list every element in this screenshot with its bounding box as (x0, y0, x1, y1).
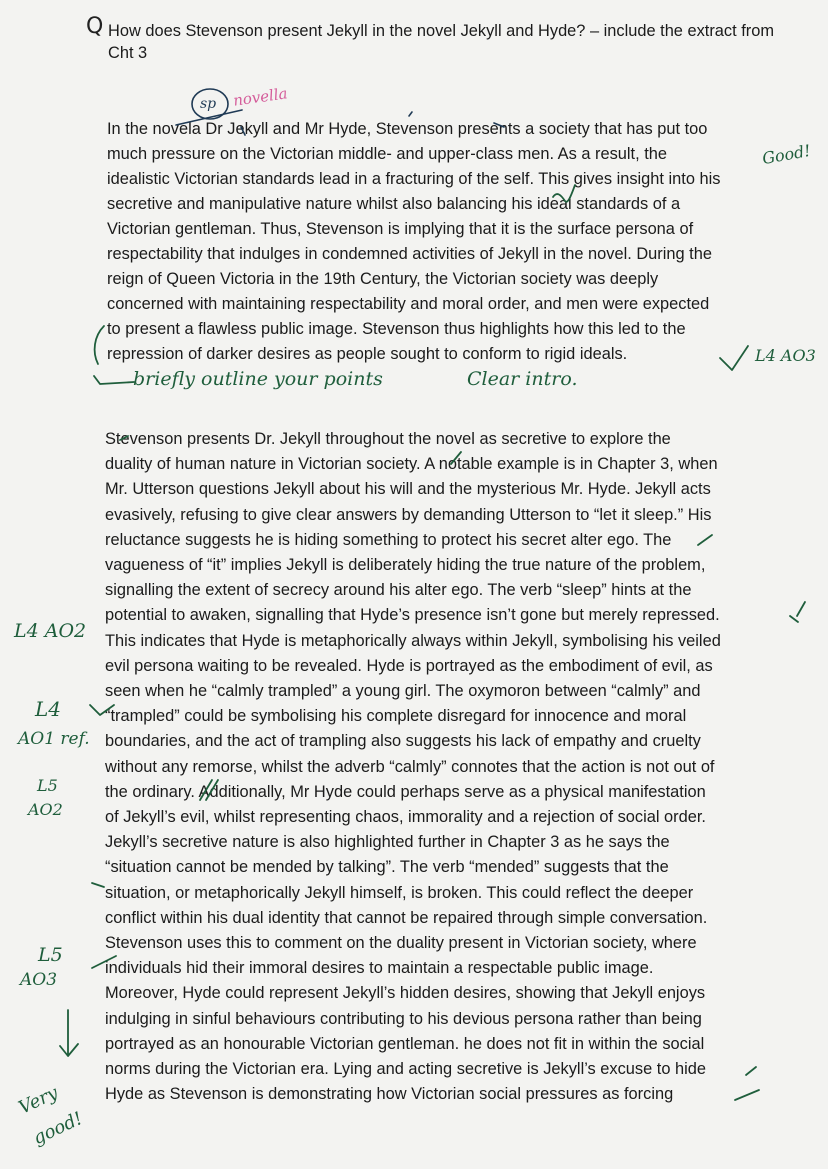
annotation-l4-ao3: L4 AO3 (755, 346, 816, 365)
text-line: reluctance suggests he is hiding something to protect his secret alter ego. The (105, 530, 672, 549)
tick-icon (790, 616, 798, 622)
text-line: evasively, refusing to give clear answers by demanding Utterson to “let it sleep.” His (105, 505, 712, 524)
annotation-l4: L4 (35, 697, 62, 721)
tick-icon (720, 346, 748, 370)
question-label: Q (86, 14, 104, 39)
text-line: without any remorse, whilst the adverb “calmly” connotes that the action is not out of (105, 757, 715, 776)
annotation-l5: L5 (38, 944, 63, 966)
annotation-sp: sp (200, 96, 217, 112)
tick-icon (797, 602, 805, 616)
text-line: of Jekyll’s evil, whilst representing chaos, immorality and a rejection of social order. (105, 808, 706, 826)
text-line: “situation cannot be mended by talking”. The verb “mended” suggests that the (105, 858, 669, 877)
annotation-l4-ao2: L4 AO2 (14, 620, 87, 642)
text-line: “trampled” could be symbolising his complete disregard for innocence and moral (105, 707, 687, 726)
annotation-ao2: AO2 (28, 800, 63, 819)
arrow-down-icon (60, 1010, 78, 1056)
tick-mark (409, 112, 412, 116)
tick-icon (92, 883, 104, 887)
arrow-mark (94, 376, 134, 384)
annotation-l5: L5 (37, 776, 58, 795)
annotation-briefly: briefly outline your points (133, 368, 383, 390)
text-line: portrayed as an honourable Victorian gentleman. he does not fit in within the social (105, 1034, 705, 1053)
text-line: to present a flawless public image. Stevenson thus highlights how this led to the (107, 320, 686, 338)
text-line: Victorian gentleman. Thus, Stevenson is implying that it is the surface persona of (107, 220, 694, 238)
text-line: Stevenson uses this to comment on the duality present in Victorian society, where (105, 934, 697, 952)
text-line: boundaries, and the act of trampling also suggests his lack of empathy and cruelty (105, 732, 701, 751)
tick-icon (746, 1067, 756, 1075)
annotation-clear-intro: Clear intro. (467, 368, 578, 390)
text-line: Hyde as Stevenson is demonstrating how Victorian social pressures as forcing (105, 1085, 674, 1104)
text-line: idealistic Victorian standards lead in a fracturing of the self. This gives insight into his (107, 170, 721, 188)
text-line: the ordinary. Additionally, Mr Hyde could perhaps serve as a physical manifestation (105, 782, 706, 801)
slash-mark (698, 535, 712, 545)
annotation-ao3: AO3 (20, 970, 58, 990)
tick-icon (735, 1090, 759, 1100)
annotation-novella: novella (232, 84, 289, 110)
question-text: How does Stevenson present Jekyll in the novel Jekyll and Hyde? – include the extract from Cht 3 (108, 22, 774, 62)
text-line: Mr. Utterson questions Jekyll about his will and the mysterious Mr. Hyde. Jekyll acts (105, 480, 711, 499)
text-line: secretive and manipulative nature whilst also balancing his ideal standards of a (107, 195, 681, 213)
text-line: duality of human nature in Victorian society. A notable example is in Chapter 3, when (105, 455, 718, 474)
text-line: repression of darker desires as people sought to conform to rigid ideals. (107, 345, 628, 363)
text-line: Jekyll’s secretive nature is also highlighted further in Chapter 3 as he says the (105, 833, 670, 852)
text-line: much pressure on the Victorian middle- and upper-class men. As a result, the (107, 145, 667, 163)
text-line: individuals hid their immoral desires to maintain a respectable public image. (105, 959, 654, 978)
text-line: Stevenson presents Dr. Jekyll throughout the novel as secretive to explore the (105, 430, 671, 448)
text-line: respectability that indulges in condemned activities of Jekyll in the novel. During the (107, 245, 712, 263)
text-line: concerned with maintaining respectability and moral order, and men were expected (107, 295, 710, 313)
text-line: seen when he “calmly trampled” a young girl. The oxymoron between “calmly” and (105, 682, 701, 700)
text-line: Moreover, Hyde could represent Jekyll’s hidden desires, showing that Jekyll enjoys (105, 984, 706, 1003)
annotation-very: Very (15, 1082, 62, 1119)
text-line: vagueness of “it” implies Jekyll is deliberately hiding the true nature of the problem, (105, 556, 706, 574)
text-line: indulging in sinful behaviours contributing to his devious persona rather than being (105, 1009, 702, 1028)
text-line: This indicates that Hyde is metaphorically always within Jekyll, symbolising his veiled (105, 631, 721, 650)
text-line: signalling the extent of secrecy around his alter ego. The verb “sleep” hints at the (105, 581, 692, 600)
text-line: potential to awaken, signalling that Hyde’s presence isn’t gone but merely repressed. (105, 606, 720, 625)
annotation-good: Good! (760, 140, 812, 169)
text-line: evil persona waiting to be revealed. Hyde is portrayed as the embodiment of evil, as (105, 656, 713, 675)
text-line: conflict within his dual identity that cannot be repaired through simple conversation. (105, 908, 708, 927)
bracket-mark (95, 326, 104, 364)
annotation-ao1-ref: AO1 ref. (18, 729, 90, 749)
annotation-good: good! (29, 1108, 86, 1149)
text-line: reign of Queen Victoria in the 19th Century, the Victorian society was deeply (107, 270, 659, 288)
text-line: norms during the Victorian era. Lying and acting secretive is Jekyll’s excuse to hide (105, 1060, 707, 1078)
text-line: In the novela Dr Jekyll and Mr Hyde, Stevenson presents a society that has put too (107, 120, 708, 138)
text-line: situation, or metaphorically Jekyll himself, is broken. This could reflect the deeper (105, 883, 694, 902)
